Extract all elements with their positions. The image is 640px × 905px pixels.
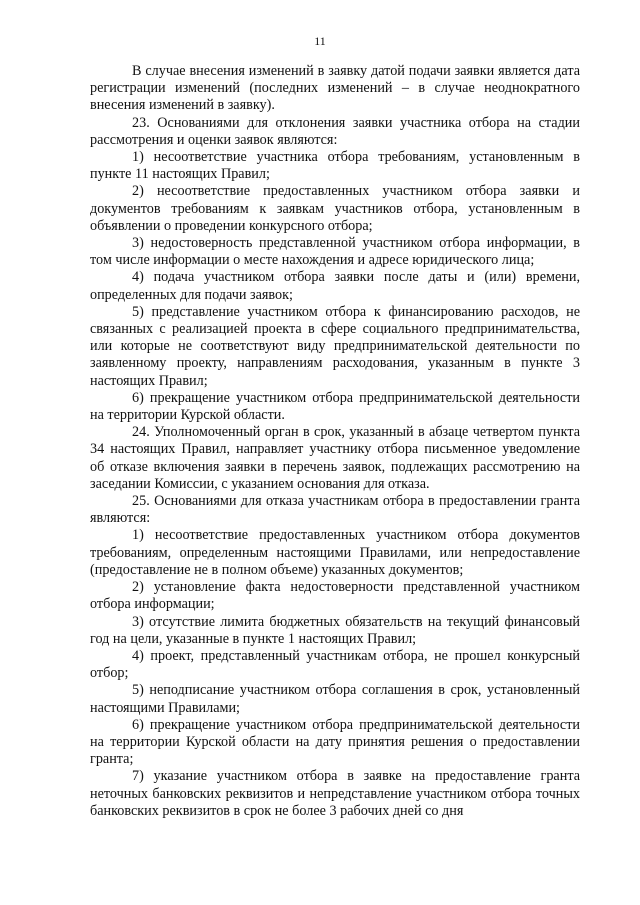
paragraph-23-item-1: 1) несоответствие участника отбора требованиям, установленным в пункте 11 настоящих Правил; bbox=[90, 149, 580, 183]
paragraph-25-item-6: 6) прекращение участником отбора предпринимательской деятельности на территории Курской области на дату принятия решения о предоставлении гранта; bbox=[90, 716, 580, 768]
paragraph-24: 24. Уполномоченный орган в срок, указанный в абзаце четвертом пункта 34 настоящих Правил, направляет участнику отбора письменное уведомление об отказе включения заявки в перечень заявок, подлежащих рассмотрению на заседании Комиссии, с указанием основания для отказа. bbox=[90, 424, 580, 492]
paragraph-23-heading: 23. Основаниями для отклонения заявки участника отбора на стадии рассмотрения и оценки заявок являются: bbox=[90, 114, 580, 148]
paragraph-23-item-5: 5) представление участником отбора к финансированию расходов, не связанных с реализацией проекта в сфере социального предпринимательства, или которые не соответствуют виду предпринимательской деятельности по заявленному проекту, направлениям расходования, указанным в пункте 3 настоящих Правил; bbox=[90, 303, 580, 389]
document-body bbox=[90, 63, 580, 820]
paragraph-25-item-5: 5) неподписание участником отбора соглашения в срок, установленный настоящими Правилами; bbox=[90, 682, 580, 716]
paragraph-25-heading: 25. Основаниями для отказа участникам отбора в предоставлении гранта являются: bbox=[90, 493, 580, 527]
paragraph-25-item-2: 2) установление факта недостоверности представленной участником отбора информации; bbox=[90, 579, 580, 613]
paragraph-25-item-7: 7) указание участником отбора в заявке на предоставление гранта неточных банковских реквизитов и непредставление участником отбора точных банковских реквизитов в срок не более 3 рабочих дней со дня bbox=[90, 768, 580, 819]
paragraph-23-item-6: 6) прекращение участником отбора предпринимательской деятельности на территории Курской области. bbox=[90, 389, 580, 424]
page-number: 11 bbox=[314, 34, 326, 48]
paragraph-23-item-2: 2) несоответствие предоставленных участником отбора заявки и документов требованиям к заявкам участников отбора, установленным в объявлении о проведении конкурсного отбора; bbox=[90, 183, 580, 234]
paragraph-23-item-4: 4) подача участником отбора заявки после даты и (или) времени, определенных для подачи заявок; bbox=[90, 269, 580, 303]
paragraph-23-item-3: 3) недостоверность представленной участником отбора информации, в том числе информации о месте нахождения и адресе юридического лица; bbox=[90, 235, 580, 269]
paragraph-25-item-4: 4) проект, представленный участникам отбора, не прошел конкурсный отбор; bbox=[90, 647, 580, 682]
paragraph-25-item-1: 1) несоответствие предоставленных участником отбора документов требованиям, определенным настоящими Правилами, или непредоставление (предоставление не в полном объеме) указанных документов; bbox=[90, 527, 580, 578]
paragraph-amendment-date: В случае внесения изменений в заявку датой подачи заявки является дата регистрации изменений (последних изменений – в случае неоднократного внесения изменений в заявку). bbox=[90, 63, 580, 114]
paragraph-25-item-3: 3) отсутствие лимита бюджетных обязательств на текущий финансовый год на цели, указанные в пункте 1 настоящих Правил; bbox=[90, 613, 580, 647]
